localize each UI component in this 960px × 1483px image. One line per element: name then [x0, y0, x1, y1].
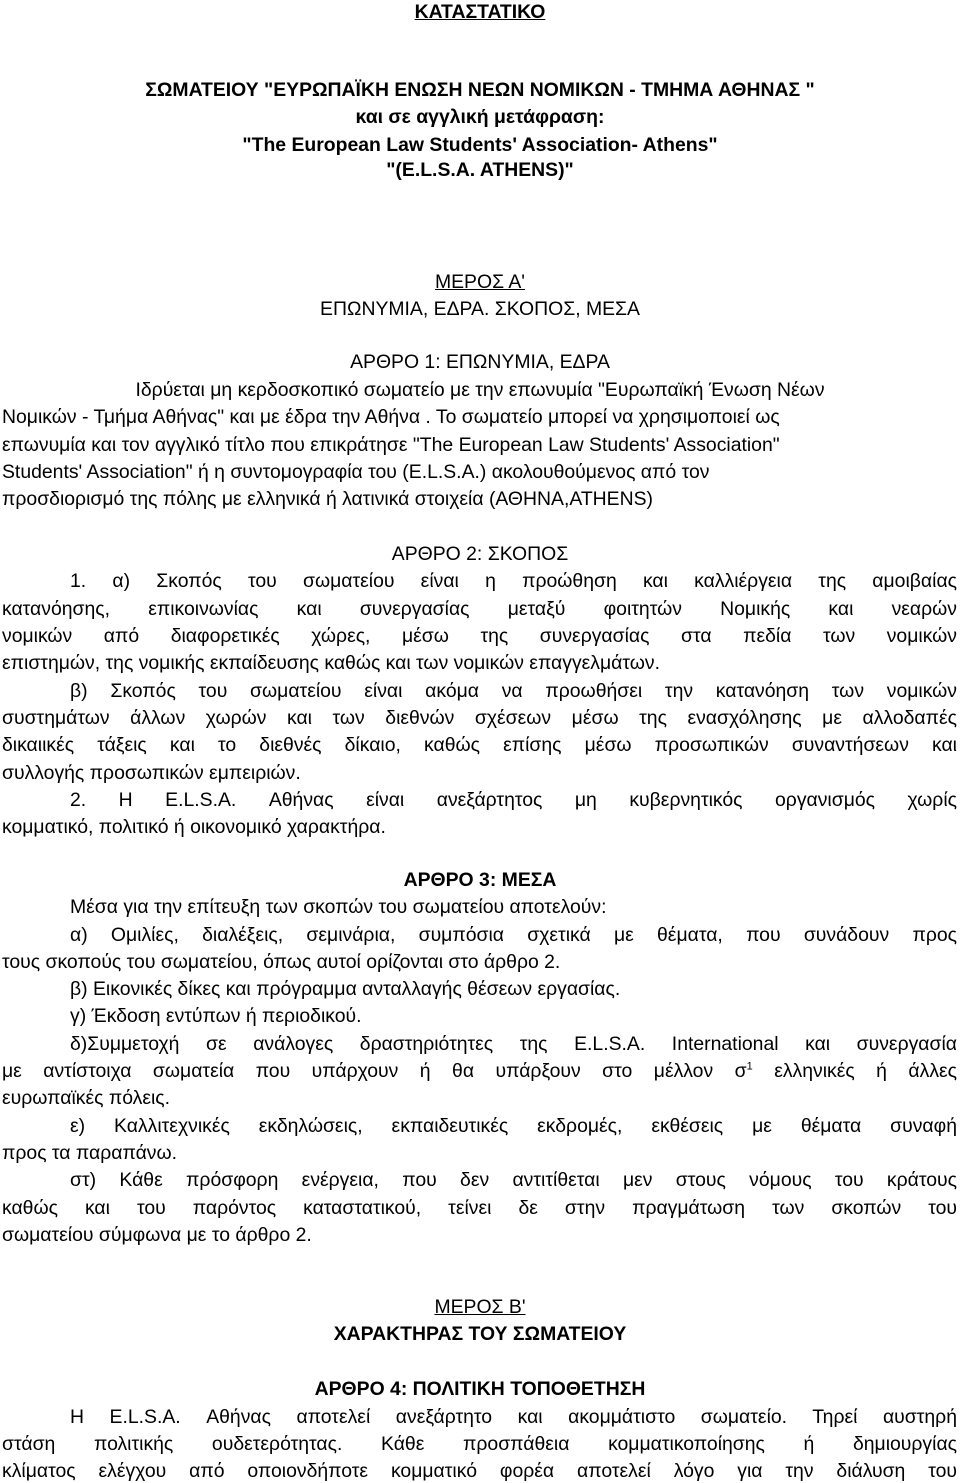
- article-1-line: Students' Association" ή η συντομογραφία του (E.L.S.A.) ακολουθούμενος από τον: [2, 461, 710, 483]
- article-2-line: κατανόησης, επικοινωνίας και συνεργασίας μεταξύ φοιτητών Νομικής και νεαρών: [2, 598, 957, 620]
- article-2-line: συλλογής προσωπικών εμπειριών.: [2, 762, 301, 784]
- article-1-line: προσδιορισμό της πόλης με ελληνικά ή λατινικά στοιχεία (ΑΘΗΝΑ,ATHENS): [2, 488, 654, 510]
- article-2-line: επιστημών, της νομικής εκπαίδευσης καθώς και των νομικών επαγγελμάτων.: [2, 652, 660, 674]
- part-b-title: ΜΕΡΟΣ Β': [434, 1296, 526, 1318]
- article-1-line: Ιδρύεται μη κερδοσκοπικό σωματείο με την επωνυμία "Ευρωπαϊκή Ένωση Νέων: [135, 379, 825, 401]
- article-3-line: β) Εικονικές δίκες και πρόγραμμα ανταλλαγής θέσεων εργασίας.: [70, 978, 621, 1000]
- article-2-title: ΑΡΘΡΟ 2: ΣΚΟΠΟΣ: [391, 543, 569, 565]
- article-2-line: δικαιικές τάξεις και το διεθνές δίκαιο, καθώς επίσης μέσω προσωπικών συναντήσεων και: [2, 734, 957, 756]
- article-2-line: νομικών από διαφορετικές χώρες, μέσω της συνεργασίας στα πεδία των νομικών: [2, 625, 957, 647]
- document-title: ΚΑΤΑΣΤΑΤΙΚΟ: [414, 1, 546, 23]
- english-abbreviation: "(E.L.S.A. ATHENS)": [386, 159, 574, 181]
- article-3-title: ΑΡΘΡΟ 3: ΜΕΣΑ: [403, 869, 557, 891]
- article-2-line: κομματικό, πολιτικό ή οικονομικό χαρακτήρα.: [2, 816, 386, 838]
- article-3-line-with-footnote: [2, 1059, 957, 1083]
- part-a-subtitle: ΕΠΩΝΥΜΙΑ, ΕΔΡΑ. ΣΚΟΠΟΣ, ΜΕΣΑ: [320, 298, 640, 320]
- english-name: "The European Law Students' Association- Athens": [242, 134, 718, 156]
- article-2-line: β) Σκοπός του σωματείου είναι ακόμα να προωθήσει την κατανόηση των νομικών: [70, 680, 957, 702]
- article-2-line: 2. Η E.L.S.A. Αθήνας είναι ανεξάρτητος μη κυβερνητικός οργανισμός χωρίς: [70, 789, 957, 811]
- article-3-line-start: με αντίστοιχα σωματεία που υπάρχουν ή θα υπάρξουν στο μέλλον σ: [2, 1060, 747, 1082]
- article-2-line: 1. α) Σκοπός του σωματείου είναι η προώθηση και καλλιέργεια της αμοιβαίας: [70, 570, 957, 592]
- article-4-line: κλίματος ελέγχου από οποιονδήποτε κομματικό φορέα αποτελεί λόγο για την διάλυση του: [2, 1460, 957, 1482]
- article-1-line: επωνυμία και τον αγγλικό τίτλο που επικράτησε "The European Law Students' Association": [2, 434, 780, 456]
- article-1-line: Νομικών - Τμήμα Αθήνας" και με έδρα την Αθήνα . Το σωματείο μπορεί να χρησιμοποιεί ως: [2, 406, 780, 428]
- article-3-line-end: ελληνικές ή άλλες: [752, 1060, 958, 1082]
- article-2-line: συστημάτων άλλων χωρών και των διεθνών σχέσεων μέσω της ενασχόλησης με αλλοδαπές: [2, 707, 957, 729]
- part-a-title: ΜΕΡΟΣ Α': [434, 271, 526, 293]
- article-4-line: Η E.L.S.A. Αθήνας αποτελεί ανεξάρτητο και ακομμάτιστο σωματείο. Τηρεί αυστηρή: [70, 1406, 957, 1428]
- part-b-subtitle: ΧΑΡΑΚΤΗΡΑΣ ΤΟΥ ΣΩΜΑΤΕΙΟΥ: [333, 1323, 627, 1345]
- article-3-line: προς τα παραπάνω.: [2, 1142, 177, 1164]
- article-3-line: ε) Καλλιτεχνικές εκδηλώσεις, εκπαιδευτικές εκδρομές, εκθέσεις με θέματα συναφή: [70, 1115, 957, 1137]
- footnote-mark[interactable]: 1: [746, 1060, 753, 1073]
- article-3-line: στ) Κάθε πρόσφορη ενέργεια, που δεν αντιτίθεται μεν στους νόμους του κράτους: [70, 1169, 957, 1191]
- association-name: ΣΩΜΑΤΕΙΟΥ "ΕΥΡΩΠΑΪΚΗ ΕΝΩΣΗ ΝΕΩΝ ΝΟΜΙΚΩΝ - ΤΜΗΜΑ ΑΘΗΝΑΣ ": [145, 79, 815, 101]
- article-1-title: ΑΡΘΡΟ 1: ΕΠΩΝΥΜΙΑ, ΕΔΡΑ: [350, 351, 610, 373]
- article-3-line: ευρωπαϊκές πόλεις.: [2, 1087, 171, 1109]
- article-4-title: ΑΡΘΡΟ 4: ΠΟΛΙΤΙΚΗ ΤΟΠΟΘΕΤΗΣΗ: [314, 1378, 646, 1400]
- article-3-line: τους σκοπούς του σωματείου, όπως αυτοί ορίζονται στο άρθρο 2.: [2, 951, 561, 973]
- article-3-line: καθώς και του παρόντος καταστατικού, τείνει δε στην πραγμάτωση των σκοπών του: [2, 1197, 957, 1219]
- article-3-line: σωματείου σύμφωνα με το άρθρο 2.: [2, 1224, 312, 1246]
- article-3-line: α) Ομιλίες, διαλέξεις, σεμινάρια, συμπόσια σχετικά με θέματα, που συνάδουν προς: [70, 924, 957, 946]
- article-3-line: δ)Συμμετοχή σε ανάλογες δραστηριότητες της E.L.S.A. International και συνεργασία: [70, 1033, 957, 1055]
- article-3-line: Μέσα για την επίτευξη των σκοπών του σωματείου αποτελούν:: [70, 896, 607, 918]
- translation-note: και σε αγγλική μετάφραση:: [355, 106, 605, 128]
- article-3-line: γ) Έκδοση εντύπων ή περιοδικού.: [70, 1005, 362, 1027]
- article-4-line: στάση πολιτικής ουδετερότητας. Κάθε προσπάθεια κομματικοποίησης ή δημιουργίας: [2, 1433, 957, 1455]
